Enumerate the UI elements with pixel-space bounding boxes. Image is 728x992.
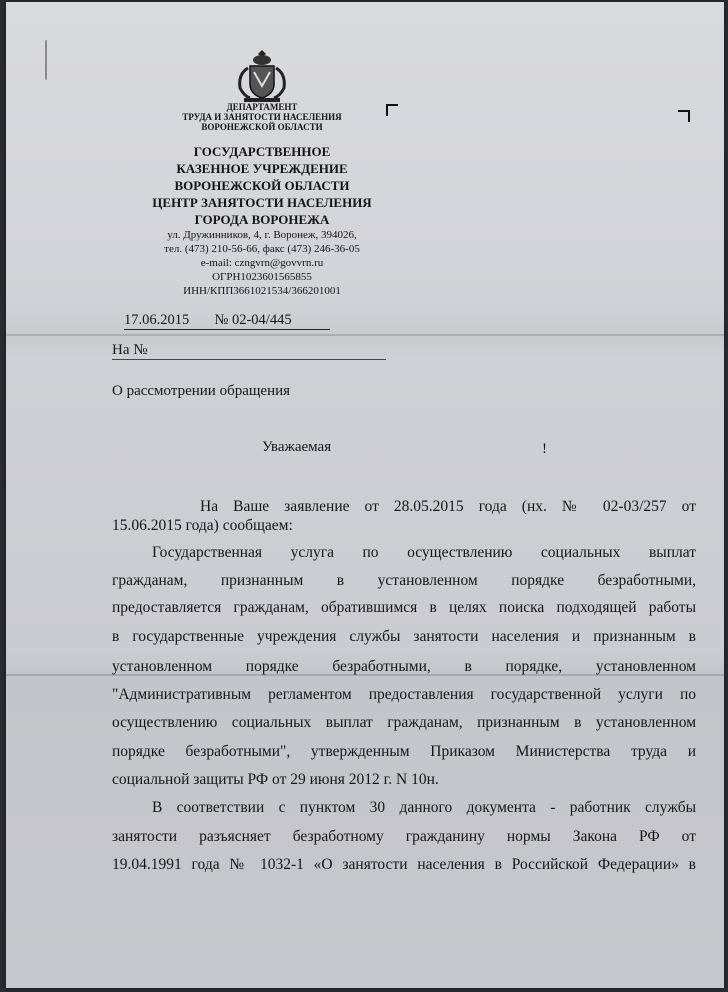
- address-corner-mark: [678, 110, 690, 122]
- body-line: социальной защиты РФ от 29 июня 2012 г. N 10н.: [112, 771, 439, 788]
- document-date: 17.06.2015: [124, 312, 190, 328]
- salutation: Уважаемая: [262, 439, 332, 455]
- department-name: ДЕПАРТАМЕНТ ТРУДА И ЗАНЯТОСТИ НАСЕЛЕНИЯ ВОРОНЕЖСКОЙ ОБЛАСТИ: [182, 102, 342, 132]
- reply-reference: На №: [112, 342, 386, 360]
- institution-address: ул. Дружинников, 4, г. Воронеж, 394026, тел. (473) 210-56-66, факс (473) 246-36-05 e-mail: czngvrn@govvrn.ru ОГРН1023601565855 ИНН/КПП3661021534/366201001: [164, 229, 360, 297]
- body-line: осуществлению социальных выплат гражданам, признанным в установленном: [112, 714, 696, 731]
- staple-mark: [45, 40, 50, 80]
- body-line: На Ваше заявление от 28.05.2015 года (нх. № 02-03/257 от: [200, 498, 696, 515]
- body-line: Государственная услуга по осуществлению социальных выплат: [152, 544, 696, 561]
- body-line: гражданам, признанным в установленном порядке безработными,: [112, 572, 696, 589]
- address-corner-mark: [386, 104, 398, 116]
- body-line: установленном порядке безработными, в порядке, установленном: [112, 658, 696, 675]
- body-line: занятости разъясняет безработному гражданину нормы Закона РФ от: [112, 828, 696, 845]
- body-line: "Административным регламентом предоставления государственной услуги по: [112, 686, 696, 703]
- coat-of-arms-icon: [232, 48, 292, 104]
- body-line: 15.06.2015 года) сообщаем:: [112, 517, 293, 534]
- institution-name: ГОСУДАРСТВЕННОЕ КАЗЕННОЕ УЧРЕЖДЕНИЕ ВОРОНЕЖСКОЙ ОБЛАСТИ ЦЕНТР ЗАНЯТОСТИ НАСЕЛЕНИЯ ГОРОДА ВОРОНЕЖА: [152, 144, 372, 227]
- body-line: предоставляется гражданам, обратившимся в целях поиска подходящей работы: [112, 599, 696, 616]
- body-line: порядке безработными", утвержденным Приказом Министерства труда и: [112, 743, 696, 760]
- document-date-number: [124, 312, 330, 330]
- salutation-exclamation: !: [542, 441, 547, 457]
- document-number: № 02-04/445: [214, 312, 292, 328]
- letter-subject: О рассмотрении обращения: [112, 383, 291, 399]
- body-line: 19.04.1991 года № 1032-1 «О занятости населения в Российской Федерации» в: [112, 856, 696, 873]
- paper-fold: [6, 334, 724, 336]
- body-line: В соответствии с пунктом 30 данного документа - работник службы: [152, 799, 696, 816]
- body-line: в государственные учреждения службы занятости населения и признанным в: [112, 628, 696, 645]
